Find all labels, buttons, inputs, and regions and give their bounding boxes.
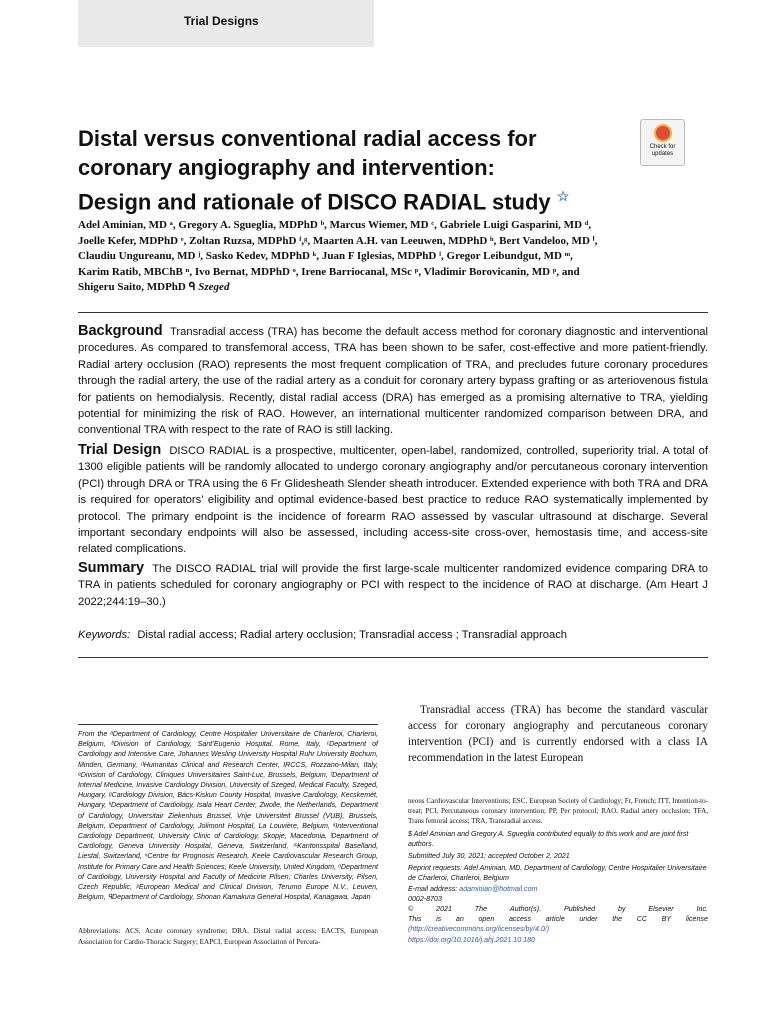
section-header-tab [78,0,374,47]
license-word: under [579,915,598,924]
copyright-word: by [618,905,626,914]
check-updates-icon [654,124,672,142]
license-word: is [436,915,442,924]
copyright-word: Author(s). [509,905,542,914]
keywords-label: Keywords: [78,629,131,641]
affiliations-footnote: From the ᵃDepartment of Cardiology, Centre Hospitalier Universitaire de Charleroi, Charleroi, Belgium, ᵇDivision of Cardiology, Sant’Eugenio Hospital, Rome, Italy, ᶜDepartment of Cardiology and Intensive Care, Johannes Wesling University Hospital Ruhr University Bochum, Minden, Germany, ᵈHumanitas Clinical and Research Center, IRCCS, Rozzano-Milan, Italy, ᵉDivision of Cardiology, Cliniques Universitaires Saint-Luc, Brussels, Belgium, ᶠDepartment of Internal Medicine, Invasive Cardiology Division, University of Szeged, Medical Faculty, Szeged, Hungary, ᵍCardiology Division, Bács-Kiskun County Hospital, Invasive Cardiology, Kecskemét, Hungary, ʰDepartment of Cardiology, Isala Heart Center, Zwolle, the Netherlands, ⁱDepartment of Cardiology, Universitair Ziekenhuis Brussel, Vrije Universiteit Brussel (VUB), Brussels, Belgium, ʲDepartment of Cardiology, Jolimont Hospital, La Louvière, Belgium, ᵏInterventional Cardiology Department, University Clinic of Cardiology, Skopje, Macedonia, ˡDepartment of Cardiology, Geneva University Hospital, Geneva, Switzerland, ᵐKantonsspital Baselland, Liestal, Switzerland, ⁿCentre for Prognosis Research, Keele Cardiovascular Research Group, Institute for Primary Care and Health Sciences, Keele University, United Kingdom, ᵒDepartment of Cardiology, University Hospital and Faculty of Medicine Pilsen, Charles University, Pilsen, Czech Republic, ᵖEuropean Medical and Clinical Division, Terumo Europe N.V., Leuven, Belgium, ᑫDepartment of Cardiology, Shonan Kamakura General Hospital, Kanagawa, Japan [78,730,378,902]
abbreviations-footnote: Abbreviations: ACS, Acute coronary syndrome; DRA, Distal radial access; EACTS, European Association for Cardio-Thoracic Surgery; EAPCI, European Association of Percuta- [78,927,378,946]
license-word: BY [661,915,672,924]
copyright-word: Elsevier [648,905,674,914]
right-footnotes [408,796,708,945]
abstract-trial-design [78,442,708,558]
license-line [408,914,708,924]
email-link[interactable]: adaminian@hotmail.com [459,884,538,893]
summary-text: The DISCO RADIAL trial will provide the first large-scale multicenter randomized evidence comparing DRA to TRA in patients scheduled for coronary angiography or PCI with respect to the incidence of RAO at discharge. (Am Heart J 2022;244:19–30.) [78,563,708,608]
section-label: Trial Designs [184,14,259,28]
license-word: article [545,915,565,924]
license-word: the [612,915,623,924]
summary-heading: Summary [78,560,145,576]
license-word: an [455,915,464,924]
license-word: access [508,915,532,924]
email-label: E-mail address: [408,884,458,893]
license-word: license [685,915,708,924]
copyright-word: The [474,905,488,914]
doi-link[interactable]: https://doi.org/10.1016/j.ahj.2021.10.180 [408,935,535,944]
abbreviations-continued: neous Cardiovascular Interventions; ESC, European Society of Cardiology; Fr, French; ITT, Intention-to-treat; PCI, Percutaneous coronary intervention; PP, Per protocol; RAO, Radial artery occlusion; TFA, Trans femoral access; TRA, Transradial access. [408,797,708,826]
article-title [78,124,638,216]
abstract-bottom-divider [78,657,708,658]
badge-line-2: updates [651,151,674,157]
badge-line-1: Check for [649,144,676,150]
abstract-summary [78,560,708,610]
abstract-background [78,323,708,439]
background-heading: Background [78,323,163,339]
email-line [408,884,708,894]
body-intro-paragraph: Transradial access (TRA) has become the standard vascular access for coronary angiography and percutaneous coronary intervention (PCI) and is currently endorsed with a class IA recommendation in the latest European [408,704,708,764]
keywords-text: Distal radial access; Radial artery occlusion; Transradial access ; Transradial approach [137,629,568,641]
copyright-word: Inc. [696,905,708,914]
title-line-3: Design and rationale of DISCO RADIAL study [78,189,551,215]
equal-contribution-note: $ Adel Aminian and Gregory A. Sgueglia contributed equally to this work and are joint first authors. [408,829,689,848]
author-place: Szeged [198,281,230,293]
title-line-1: Distal versus conventional radial access for [78,126,537,151]
author-line: Joelle Kefer, MDPhD ᵉ, Zoltan Ruzsa, MDPhD ᶠ,ᵍ, Maarten A.H. van Leeuwen, MDPhD ʰ, Bert Vandeloo, MD ⁱ, [78,234,598,247]
author-list [78,218,698,296]
copyright-word: 2021 [436,905,452,914]
keywords [78,629,567,641]
license-link[interactable]: (http://creativecommons.org/licenses/by/4.0/) [408,925,550,934]
abstract-top-divider [78,312,708,313]
trial-design-heading: Trial Design [78,442,162,458]
issn: 0002-8703 [408,894,442,903]
reprint-requests: Reprint requests: Adel Aminian, MD, Department of Cardiology, Centre Hospitalier Universitaire de Charleroi, Charleroi, Belgium [408,864,707,883]
license-word: CC [636,915,647,924]
copyright-word: Published [563,905,596,914]
footnote-divider-left [78,724,378,725]
title-line-2: coronary angiography and intervention: [78,155,495,180]
author-line: Claudiu Ungureanu, MD ʲ, Sasko Kedev, MDPhD ᵏ, Juan F Iglesias, MDPhD ˡ, Gregor Leibundgut, MD ᵐ, [78,250,573,262]
submission-dates: Submitted July 30, 2021; accepted October 2, 2021 [408,852,570,861]
license-word: open [478,915,495,924]
author-line: Karim Ratib, MBChB ⁿ, Ivo Bernat, MDPhD ᵒ, Irene Barriocanal, MSc ᵖ, Vladimir Borovicanin, MD ᵖ, and [78,265,580,278]
copyright-line [408,904,708,914]
check-for-updates-button[interactable] [640,119,685,166]
author-last: Shigeru Saito, MDPhD ᑫ [78,281,196,293]
copyright-word: © [408,905,414,914]
background-text: Transradial access (TRA) has become the default access method for coronary diagnostic and interventional procedures. As compared to transfemoral access, TRA has been shown to be safer, cost-effective and more patient-friendly. Radial artery occlusion (RAO) represents the most frequent complication of TRA, and precludes future coronary procedures through the radial artery, the use of the radial artery as a conduit for coronary artery bypass grafting or as arteriovenous fistula for patients on hemodialysis. Recently, distal radial access (DRA) has emerged as a promising alternative to TRA, yielding potential for minimizing the risk of RAO. However, an international multicenter randomized comparison between DRA, and conventional TRA with respect to the rate of RAO is still lacking. [78,326,709,437]
title-footnote-star[interactable]: ☆ [556,188,570,204]
author-line [78,280,698,296]
trial-design-text: DISCO RADIAL is a prospective, multicenter, open-label, randomized, controlled, superiority trial. A total of 1300 eligible patients will be randomly allocated to undergo coronary angiography and/or percutaneous coronary intervention (PCI) through DRA or TRA using the 6 Fr Glidesheath Slender sheath introducer. Extended experience with both TRA and DRA is required for operators’ eligibility and optimal evidence-based best practice to reduce RAO systematically implemented by protocol. The primary endpoint is the incidence of forearm RAO assessed by vascular ultrasound at discharge. Several important secondary endpoints will also be assessed, including access-site cross-over, hemostasis time, and access-site related complications. [78,445,709,556]
author-line: Adel Aminian, MD ᵃ, Gregory A. Sgueglia, MDPhD ᵇ, Marcus Wiemer, MD ᶜ, Gabriele Luigi Gasparini, MD ᵈ, [78,219,592,231]
license-word: This [408,915,422,924]
